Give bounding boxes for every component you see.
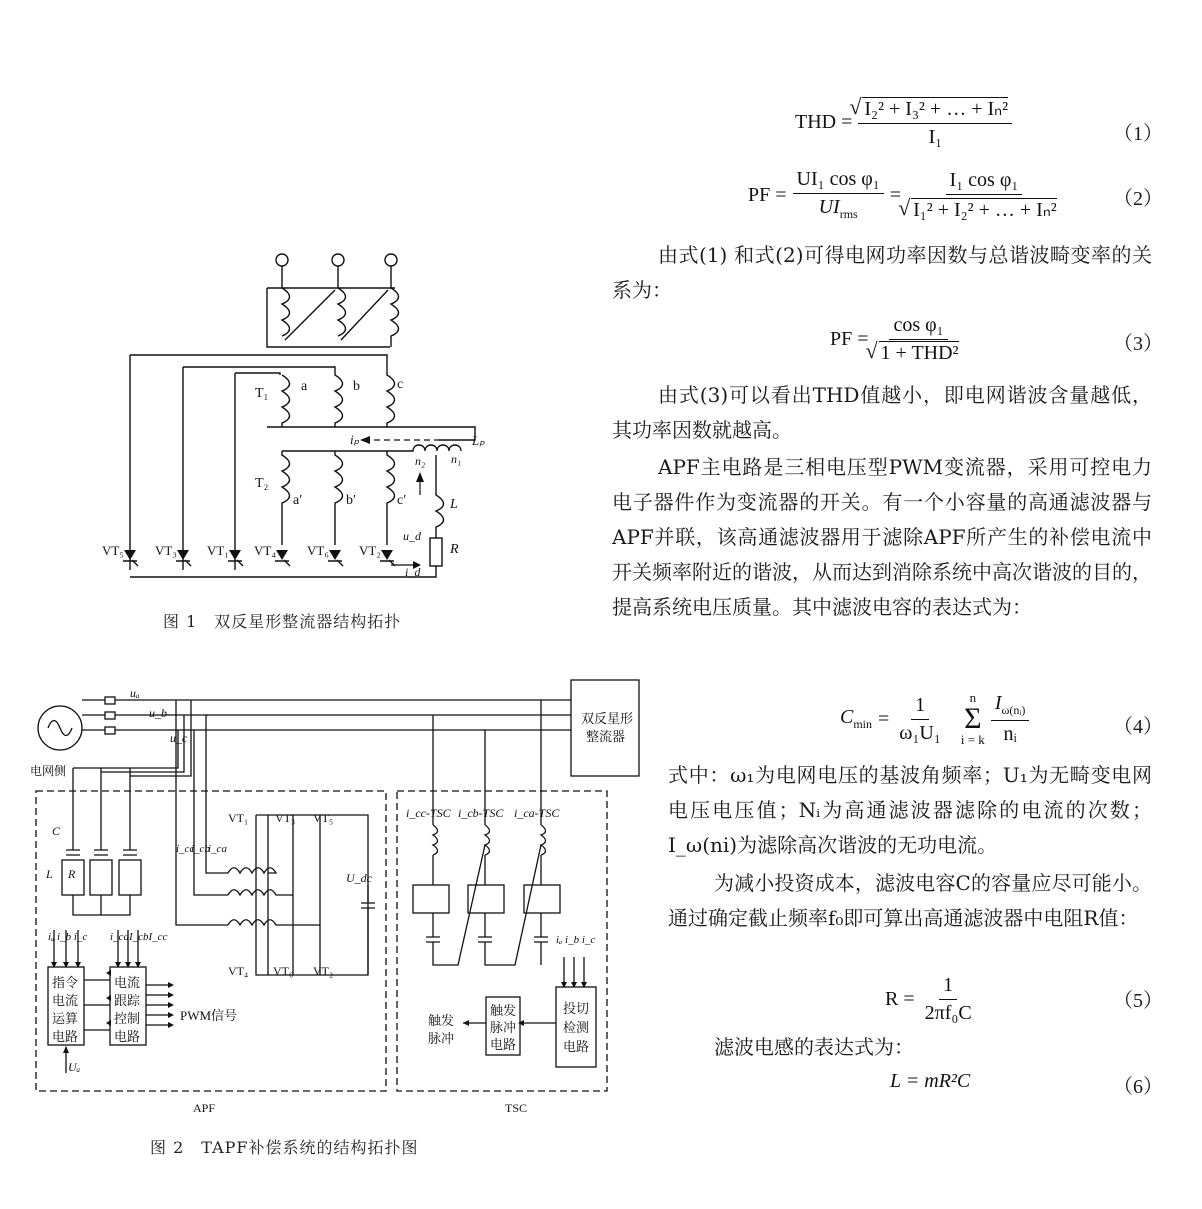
cmd-2: 电流 [52,993,79,1008]
trig-2: 脉冲 [428,1031,455,1046]
detect-2: 检测 [563,1020,590,1035]
vt4-label: VT₄ [228,964,249,978]
n1-label: n₁ [451,452,462,466]
r-res-label: R [68,867,76,881]
thyristor-label: VT₅ [102,543,124,558]
t2-label: T₂ [255,476,269,491]
thyristor-symbol [329,550,341,560]
track-4: 电路 [114,1029,141,1044]
eq3-number: （3） [1113,333,1163,355]
eq4-lhs: C [840,706,854,728]
eq4-number: （4） [1113,716,1163,738]
paragraph-6: 滤波电感的表达式为： [714,1035,914,1059]
id-label: i_d [405,565,421,579]
thyristor-label: VT₆ [307,543,329,558]
track-2: 跟踪 [114,993,141,1008]
eq2-number: （2） [1113,188,1163,210]
rect-label-2: 整流器 [586,729,626,744]
thyristor-symbol [177,550,189,560]
eq1-number: （1） [1113,123,1163,145]
tsc2-label: i_cb-TSC [458,806,504,820]
b2-label: b′ [346,493,357,508]
thyristor-label: VT₁ [207,543,229,558]
cmd-1: 指令 [52,975,79,990]
detect-1: 投切 [563,1001,590,1016]
vt5-label: VT₅ [313,811,334,825]
eq2-lhs: PF = [748,183,787,206]
c2-label: c′ [397,493,407,508]
pulse-2: 脉冲 [490,1020,517,1035]
track-3: 控制 [114,1011,141,1026]
eq3-lhs: PF = [830,328,869,350]
input-left-label: iₐ i_b i_c [48,931,88,943]
track-1: 电流 [114,975,141,990]
eq4-denominator: ω₁U₁ [899,721,941,744]
equation-3 [830,314,963,365]
paragraph-3: APF主电路是三相电压型PWM变流器，采用可控电力电子器件作为变流器的开关。有一个小容量的高通滤波器与APF并联，该高通滤波器用于滤除APF所产生的补偿电流中开关频率附近的谐波，从而达到消除系统中高次谐波的目的，提高系统电压质量。其中滤波电容的表达式为： [612,455,1152,619]
lp-label: Lₚ [472,433,485,448]
figure-2-caption: 图 2 TAPF补偿系统的结构拓扑图 [150,1138,419,1157]
eq2-den1: UI [818,196,840,218]
l-ind-label: L [46,867,53,881]
ica-label: i_ca [208,843,227,855]
vt3-label: VT₃ [275,811,296,825]
eq4-lhs-sub: min [853,717,873,731]
equation-2 [748,168,1061,222]
L-label: L [450,497,458,512]
a-label: a [301,379,308,394]
tsc3-label: i_ca-TSC [514,806,560,820]
input-mid-label: i_caI_cbI_cc [110,931,168,943]
figure-1-caption: 图 1 双反星形整流器结构拓扑 [163,612,402,631]
eq4-inner-num: I [994,692,1002,714]
eq5-denominator: 2πf₀C [924,1002,972,1024]
ud-label: u_d [403,529,421,543]
sum-icon: Σ [964,702,982,735]
eq1-lhs: THD = [795,111,853,133]
grid-label: 电网侧 [30,764,67,778]
tsc1-label: i_cc-TSC [406,806,451,820]
apf-label: APF [193,1101,216,1115]
thyristor-label: VT₂ [359,543,381,558]
trig-1: 触发 [428,1013,455,1028]
uc-label: u_c [170,731,188,745]
eq4-sum-top: n [969,690,977,705]
eq3-numerator: cos φ₁ [889,314,947,340]
paragraph-1: 由式(1) 和式(2)可得电网功率因数与总谐波畸变率的关系为： [612,243,1152,302]
t1-label: T₁ [255,386,269,401]
eq2-num1: UI₁ cos φ₁ [793,168,884,194]
equation-6 [890,1070,970,1093]
eq5-lhs: R = [885,988,915,1010]
thyristor-symbol [381,550,393,560]
thyristor-symbol [276,550,288,560]
pulse-1: 触发 [490,1003,517,1018]
eq2-den2: √ I₁² + I₂² + … + Iₙ² [911,198,1057,221]
detect-3: 电路 [563,1039,590,1054]
paragraph-5: 为减小投资成本，滤波电容C的容量应尽可能小。通过确定截止频率f₀即可算出高通滤波器中电阻R值： [668,871,1152,930]
thyristor-symbol [124,550,136,560]
cmd-3: 运算 [52,1011,79,1026]
vt1-label: VT₁ [228,811,249,825]
eq2-equals: = [889,183,902,206]
pwm-label: PWM信号 [180,1008,238,1023]
eq5-number: （5） [1113,990,1163,1012]
eq3-denominator: √ 1 + THD² [879,341,959,364]
b-label: b [353,379,360,394]
vt2-label: VT₂ [313,964,334,978]
Ua-label: Uₐ [68,1060,81,1074]
eq2-den1-sub: rms [839,207,858,221]
eq6-number: （6） [1113,1076,1163,1098]
pulse-3: 电路 [490,1037,517,1052]
equation-1 [795,96,1012,149]
input-right-label: iₐ i_b i_c [556,934,596,946]
ub-label: u_b [149,706,167,720]
paragraph-2: 由式(3)可以看出THD值越小，即电网谐波含量越低，其功率因数就越高。 [612,383,1152,442]
eq4-numerator: 1 [911,694,929,720]
eq1-numerator: √ I₂² + I₃² + … + Iₙ² [862,97,1008,120]
eq1-denominator: I₁ [928,126,943,148]
rect-label-1: 双反星形 [581,711,634,726]
icb-label: i_cb [191,843,210,855]
eq4-inner-den: nᵢ [1003,723,1017,745]
eq4-equals: = [878,707,890,730]
ua-label: uₐ [130,686,140,700]
a2-label: a′ [293,493,303,508]
paragraph-4: 式中：ω₁为电网电压的基波角频率；U₁为无畸变电网电压电压值；Nᵢ为高通滤波器滤除的电流的次数；I_ω(ni)为滤除高次谐波的无功电流。 [668,763,1152,857]
tsc-label: TSC [505,1101,528,1115]
figure-1-diagram [95,250,535,590]
udc-label: U_dc [346,871,372,885]
figure-2-diagram [28,675,648,1125]
thyristor-symbol [229,550,241,560]
eq5-numerator: 1 [939,974,957,1000]
thyristor-gate [275,560,290,566]
thyristor-gate [328,560,343,566]
cmd-4: 电路 [52,1029,79,1044]
equation-4 [840,690,1029,748]
c-cap-label: C [52,824,61,838]
c-label: c [397,377,404,392]
ip-label: iₚ [350,432,360,447]
thyristor-label: VT₄ [254,543,276,558]
equation-5 [885,974,976,1025]
n2-label: n₂ [415,454,426,468]
vt6-label: VT₆ [273,964,294,978]
thyristor-label: VT₃ [155,543,177,558]
eq4-sum-bottom: i = k [960,732,985,747]
icc-label: i_cc [176,843,195,855]
eq2-num2: I₁ cos φ₁ [946,169,1023,195]
eq4-inner-num-sub: ω(nᵢ) [1001,703,1026,717]
eq6-body: L = mR²C [890,1070,971,1092]
R-label: R [450,542,459,557]
